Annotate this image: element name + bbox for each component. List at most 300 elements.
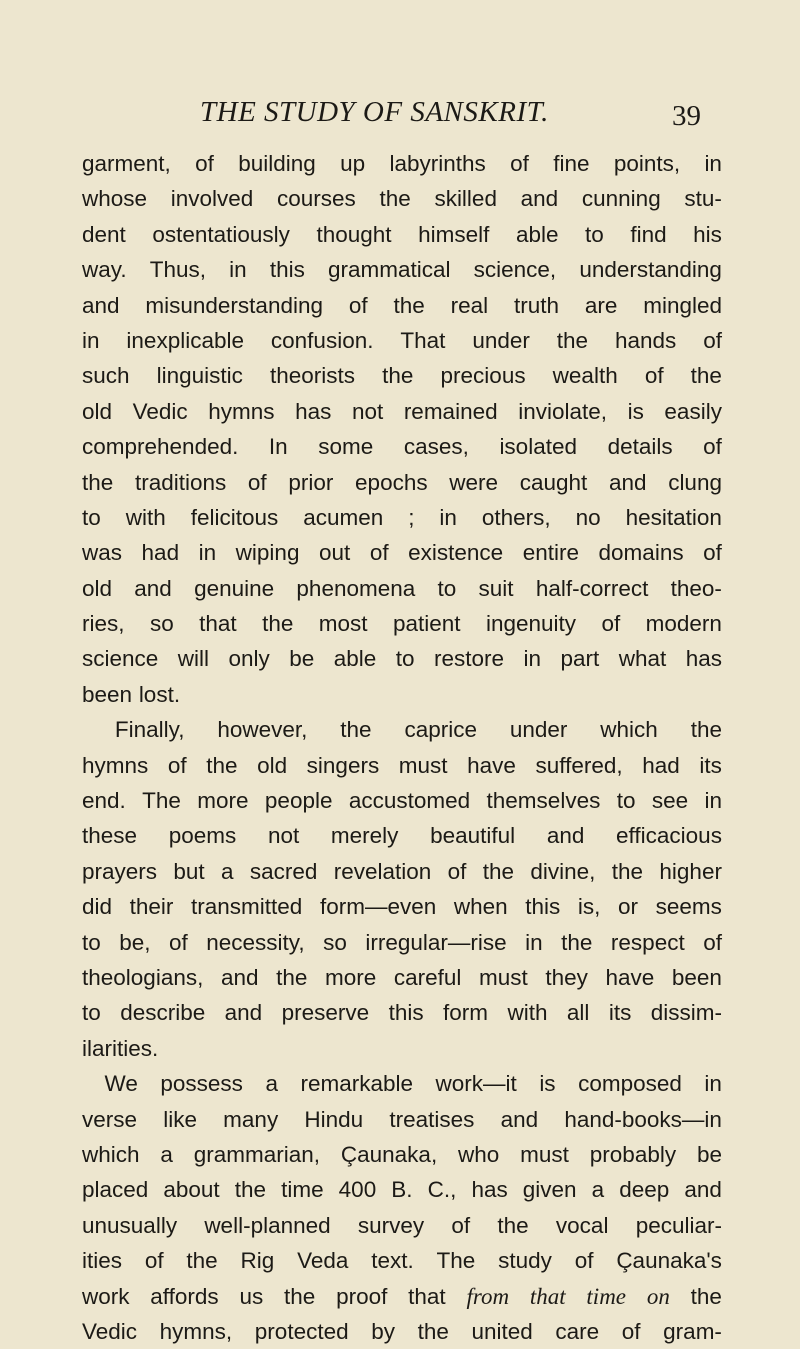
- word: be: [289, 646, 315, 672]
- word: this: [525, 894, 561, 920]
- text-line: [82, 1243, 722, 1278]
- word: the: [379, 186, 411, 212]
- word: in: [704, 151, 722, 176]
- word: Vedic: [82, 1318, 138, 1344]
- word: the: [561, 929, 593, 955]
- text-line: [82, 889, 722, 924]
- word: old: [82, 575, 113, 601]
- text-line: [82, 394, 722, 429]
- word: accustomed: [348, 788, 471, 814]
- text-line: [82, 818, 722, 853]
- word: remarkable: [300, 1071, 414, 1097]
- word: all: [566, 1000, 590, 1026]
- word: in: [82, 327, 100, 353]
- text-line: [82, 217, 722, 252]
- word: ;: [408, 504, 415, 530]
- word: the: [556, 327, 589, 353]
- word: caught: [519, 469, 588, 495]
- word: of: [167, 752, 187, 778]
- word: this: [269, 257, 305, 283]
- word: from: [466, 1283, 510, 1309]
- word: up: [340, 151, 366, 176]
- word: united: [471, 1318, 533, 1344]
- word: placed: [82, 1177, 149, 1203]
- word: they: [545, 964, 588, 990]
- word: a: [221, 858, 234, 884]
- word: will: [177, 646, 210, 672]
- word: the: [340, 717, 372, 743]
- word: B.: [391, 1177, 413, 1203]
- word: entire: [522, 540, 579, 566]
- word: peculiar-: [635, 1212, 722, 1238]
- word: the: [690, 717, 722, 743]
- word: well-planned: [204, 1212, 331, 1238]
- word: That: [400, 327, 446, 353]
- word: Rig: [240, 1248, 275, 1274]
- word: misunderstanding: [145, 292, 323, 318]
- word: no: [575, 504, 601, 530]
- word: that: [199, 611, 237, 637]
- word: the: [393, 292, 425, 318]
- word: to: [82, 1000, 101, 1026]
- word: with: [125, 504, 166, 530]
- word: time: [281, 1177, 324, 1203]
- text-line: [82, 748, 722, 783]
- word: more: [324, 964, 377, 990]
- word: under: [509, 717, 568, 743]
- word: possess: [160, 1071, 243, 1097]
- text-line: [82, 606, 722, 641]
- word: be: [696, 1141, 722, 1167]
- word: probably: [589, 1141, 677, 1167]
- word: the: [276, 964, 308, 990]
- word: out: [319, 540, 351, 566]
- word: confusion.: [270, 327, 374, 353]
- word: suffered,: [535, 752, 623, 778]
- word: text.: [371, 1248, 414, 1274]
- word: had: [642, 752, 680, 778]
- word: inexplicable: [126, 327, 244, 353]
- text-line: [82, 252, 722, 287]
- word: of: [348, 292, 368, 318]
- text-line: [82, 500, 722, 535]
- word: able: [333, 646, 377, 672]
- word: The: [436, 1248, 476, 1274]
- word: had: [141, 540, 180, 566]
- word: and: [82, 292, 120, 318]
- word: understanding: [579, 257, 722, 283]
- word: has: [685, 646, 722, 672]
- word: care: [555, 1318, 600, 1344]
- word: what: [618, 646, 667, 672]
- word: these: [82, 823, 138, 849]
- word: ities: [82, 1248, 123, 1274]
- word: 400: [338, 1177, 377, 1203]
- word: survey: [357, 1212, 425, 1238]
- word: felicitous: [190, 504, 279, 530]
- word: however,: [217, 717, 308, 743]
- word: beautiful: [430, 823, 516, 849]
- word: not: [267, 823, 300, 849]
- text-line: [82, 465, 722, 500]
- word: have: [467, 752, 516, 778]
- word: a: [265, 1071, 278, 1097]
- word: more: [197, 788, 249, 814]
- word: which: [600, 717, 658, 743]
- word: the: [417, 1318, 449, 1344]
- word: patient: [392, 611, 461, 637]
- word: treatises: [389, 1106, 475, 1132]
- word: The: [142, 788, 181, 814]
- text-line: [82, 323, 722, 358]
- word: necessity,: [206, 929, 305, 955]
- word: sacred: [249, 858, 318, 884]
- word: the: [382, 363, 414, 389]
- word: of: [703, 929, 722, 955]
- word: with: [507, 1000, 548, 1026]
- word: of: [644, 363, 664, 389]
- word: but: [173, 858, 205, 884]
- word: proof: [336, 1283, 388, 1309]
- word: by: [371, 1318, 395, 1344]
- word: science: [82, 646, 159, 672]
- word: given: [522, 1177, 577, 1203]
- word: the: [186, 1248, 218, 1274]
- word: and: [608, 469, 647, 495]
- text-line: [82, 288, 722, 323]
- word: his: [693, 221, 722, 247]
- word: to: [395, 646, 415, 672]
- word: of: [169, 929, 188, 955]
- word: of: [703, 540, 722, 566]
- word: the: [690, 363, 722, 389]
- word: skilled: [434, 186, 497, 212]
- word: in: [229, 257, 247, 283]
- word: study: [498, 1248, 552, 1274]
- word: involved: [170, 186, 254, 212]
- word: themselves: [486, 788, 601, 814]
- text-line: [82, 1066, 722, 1101]
- word: did: [82, 894, 113, 920]
- word: hesitation: [625, 504, 722, 530]
- word: grammatical: [327, 257, 451, 283]
- word: seems: [655, 894, 722, 920]
- word: prior: [288, 469, 334, 495]
- word: of: [703, 434, 722, 460]
- word: has: [471, 1177, 508, 1203]
- word: their: [129, 894, 174, 920]
- text-line: [82, 995, 722, 1030]
- word: in: [704, 788, 722, 814]
- word: form—even: [319, 894, 437, 920]
- word: Thus,: [149, 257, 207, 283]
- word: revelation: [333, 858, 432, 884]
- word: careful: [393, 964, 462, 990]
- word: theorists: [270, 363, 356, 389]
- word: Çaunaka,: [340, 1141, 438, 1167]
- word: and: [220, 964, 259, 990]
- word: under: [472, 327, 530, 353]
- word: of: [574, 1248, 594, 1274]
- word: Hindu: [304, 1106, 364, 1132]
- word: protected: [254, 1318, 349, 1344]
- word: of: [447, 858, 467, 884]
- word: and: [224, 1000, 263, 1026]
- word: part: [560, 646, 600, 672]
- word: hymns: [208, 398, 275, 424]
- word: of: [601, 611, 621, 637]
- word: acumen: [303, 504, 384, 530]
- word: linguistic: [156, 363, 243, 389]
- word: restore: [433, 646, 505, 672]
- word: like: [163, 1106, 197, 1132]
- word: work: [82, 1283, 130, 1309]
- word: isolated: [499, 434, 577, 460]
- word: lost.: [138, 681, 181, 707]
- word: theologians,: [82, 964, 204, 990]
- word: half-correct: [535, 575, 649, 601]
- word: himself: [418, 221, 490, 247]
- word: gram-: [663, 1318, 722, 1344]
- body-text: [82, 146, 722, 1349]
- word: only: [228, 646, 270, 672]
- word: and: [546, 823, 585, 849]
- word: so: [323, 929, 347, 955]
- word: is: [627, 398, 644, 424]
- word: and: [134, 575, 172, 601]
- word: suit: [478, 575, 514, 601]
- text-line: [82, 1137, 722, 1172]
- word: dent: [82, 221, 126, 247]
- word: merely: [330, 823, 399, 849]
- word: about: [163, 1177, 220, 1203]
- word: people: [264, 788, 333, 814]
- word: of: [703, 327, 722, 353]
- word: the: [690, 1283, 722, 1309]
- word: of: [621, 1318, 641, 1344]
- word: end.: [82, 788, 126, 814]
- word: must: [478, 964, 528, 990]
- word: old: [257, 752, 288, 778]
- word: in: [198, 540, 217, 566]
- word: to: [585, 221, 604, 247]
- word: must: [520, 1141, 569, 1167]
- word: epochs: [355, 469, 428, 495]
- word: whose: [82, 186, 148, 212]
- word: able: [515, 221, 559, 247]
- text-line: [82, 535, 722, 570]
- word: in: [523, 646, 541, 672]
- word: Vedic: [132, 398, 188, 424]
- word: of: [195, 151, 214, 176]
- word: precious: [440, 363, 526, 389]
- word: poems: [168, 823, 237, 849]
- page-number: 39: [672, 100, 701, 132]
- text-line: [82, 1031, 722, 1066]
- word: in: [704, 1071, 722, 1097]
- word: its: [699, 752, 722, 778]
- word: divine,: [530, 858, 596, 884]
- word: efficacious: [616, 823, 722, 849]
- word: ostentatiously: [152, 221, 290, 247]
- word: in: [525, 929, 543, 955]
- word: so: [149, 611, 174, 637]
- text-line: [82, 1314, 722, 1349]
- word: have: [605, 964, 655, 990]
- word: mingled: [643, 292, 722, 318]
- word: inviolate,: [518, 398, 608, 424]
- word: irregular—rise: [365, 929, 507, 955]
- word: We: [104, 1071, 138, 1097]
- word: domains: [598, 540, 684, 566]
- word: hymns: [82, 752, 149, 778]
- word: are: [584, 292, 618, 318]
- word: Çaunaka's: [616, 1248, 722, 1274]
- word: vocal: [555, 1212, 609, 1238]
- word: easily: [664, 398, 722, 424]
- word: a: [591, 1177, 605, 1203]
- word: singers: [306, 752, 380, 778]
- word: been: [82, 681, 133, 707]
- word: to: [82, 929, 101, 955]
- word: the: [206, 752, 238, 778]
- word: hands: [614, 327, 677, 353]
- word: prayers: [82, 858, 158, 884]
- word: describe: [120, 1000, 206, 1026]
- word: existence: [408, 540, 504, 566]
- word: stu-: [684, 186, 722, 212]
- word: was: [82, 540, 123, 566]
- text-line: [82, 146, 722, 181]
- word: the: [482, 858, 515, 884]
- text-line: [82, 1172, 722, 1207]
- word: and: [500, 1106, 539, 1132]
- text-line: [82, 925, 722, 960]
- word: C.,: [427, 1177, 457, 1203]
- word: composed: [578, 1071, 682, 1097]
- text-line: [82, 181, 722, 216]
- word: courses: [276, 186, 356, 212]
- word: deep: [619, 1177, 670, 1203]
- word: that: [529, 1283, 566, 1309]
- word: fine: [553, 151, 590, 176]
- running-title: THE STUDY OF SANSKRIT.: [200, 96, 549, 128]
- word: such: [82, 363, 130, 389]
- word: the: [82, 469, 114, 495]
- word: old: [82, 398, 113, 424]
- word: wealth: [552, 363, 618, 389]
- word: some: [318, 434, 374, 460]
- word: theo-: [670, 575, 722, 601]
- word: genuine: [194, 575, 275, 601]
- word: most: [318, 611, 368, 637]
- word: time: [586, 1283, 627, 1309]
- word: others,: [481, 504, 551, 530]
- word: wiping: [235, 540, 300, 566]
- word: see: [651, 788, 689, 814]
- word: find: [630, 221, 667, 247]
- word: and: [684, 1177, 722, 1203]
- word: unusually: [82, 1212, 178, 1238]
- word: ilarities.: [82, 1035, 159, 1061]
- text-line: [82, 358, 722, 393]
- word: traditions: [134, 469, 227, 495]
- word: us: [239, 1283, 264, 1309]
- word: when: [453, 894, 508, 920]
- word: respect: [610, 929, 685, 955]
- word: remained: [403, 398, 498, 424]
- word: preserve: [281, 1000, 370, 1026]
- word: the: [611, 858, 644, 884]
- word: that: [408, 1283, 446, 1309]
- text-line: [82, 854, 722, 889]
- word: Finally,: [114, 717, 185, 743]
- word: on: [646, 1283, 670, 1309]
- word: higher: [659, 858, 722, 884]
- word: building: [238, 151, 316, 176]
- word: the: [497, 1212, 529, 1238]
- word: way.: [82, 257, 127, 283]
- word: verse: [82, 1106, 138, 1132]
- word: is,: [577, 894, 601, 920]
- word: clung: [668, 469, 722, 495]
- text-line: [82, 1102, 722, 1137]
- word: points,: [613, 151, 681, 176]
- word: to: [82, 504, 101, 530]
- word: hymns,: [159, 1318, 233, 1344]
- word: to: [616, 788, 636, 814]
- word: caprice: [404, 717, 477, 743]
- word: this: [388, 1000, 424, 1026]
- word: the: [234, 1177, 267, 1203]
- word: ingenuity: [485, 611, 577, 637]
- text-line: [82, 712, 722, 747]
- word: must: [398, 752, 448, 778]
- word: of: [510, 151, 529, 176]
- word: details: [607, 434, 673, 460]
- word: hand-books—in: [564, 1106, 722, 1132]
- text-line: [82, 571, 722, 606]
- word: of: [144, 1248, 164, 1274]
- word: and: [520, 186, 559, 212]
- text-line: [82, 677, 722, 712]
- text-line: [82, 641, 722, 676]
- word: cunning: [581, 186, 661, 212]
- word: phenomena: [296, 575, 416, 601]
- word: transmitted: [191, 894, 303, 920]
- word: truth: [513, 292, 559, 318]
- word: of: [369, 540, 389, 566]
- word: ries,: [82, 611, 125, 637]
- word: of: [247, 469, 267, 495]
- word: not: [351, 398, 384, 424]
- word: garment,: [82, 151, 171, 176]
- word: form: [443, 1000, 489, 1026]
- text-line: [82, 429, 722, 464]
- word: who: [458, 1141, 500, 1167]
- word: been: [671, 964, 722, 990]
- word: In: [268, 434, 288, 460]
- word: has: [295, 398, 332, 424]
- word: were: [449, 469, 499, 495]
- word: science,: [473, 257, 557, 283]
- word: be,: [119, 929, 151, 955]
- word: grammarian,: [193, 1141, 321, 1167]
- word: labyrinths: [389, 151, 486, 176]
- word: its: [608, 1000, 632, 1026]
- word: which: [82, 1141, 140, 1167]
- word: modern: [645, 611, 722, 637]
